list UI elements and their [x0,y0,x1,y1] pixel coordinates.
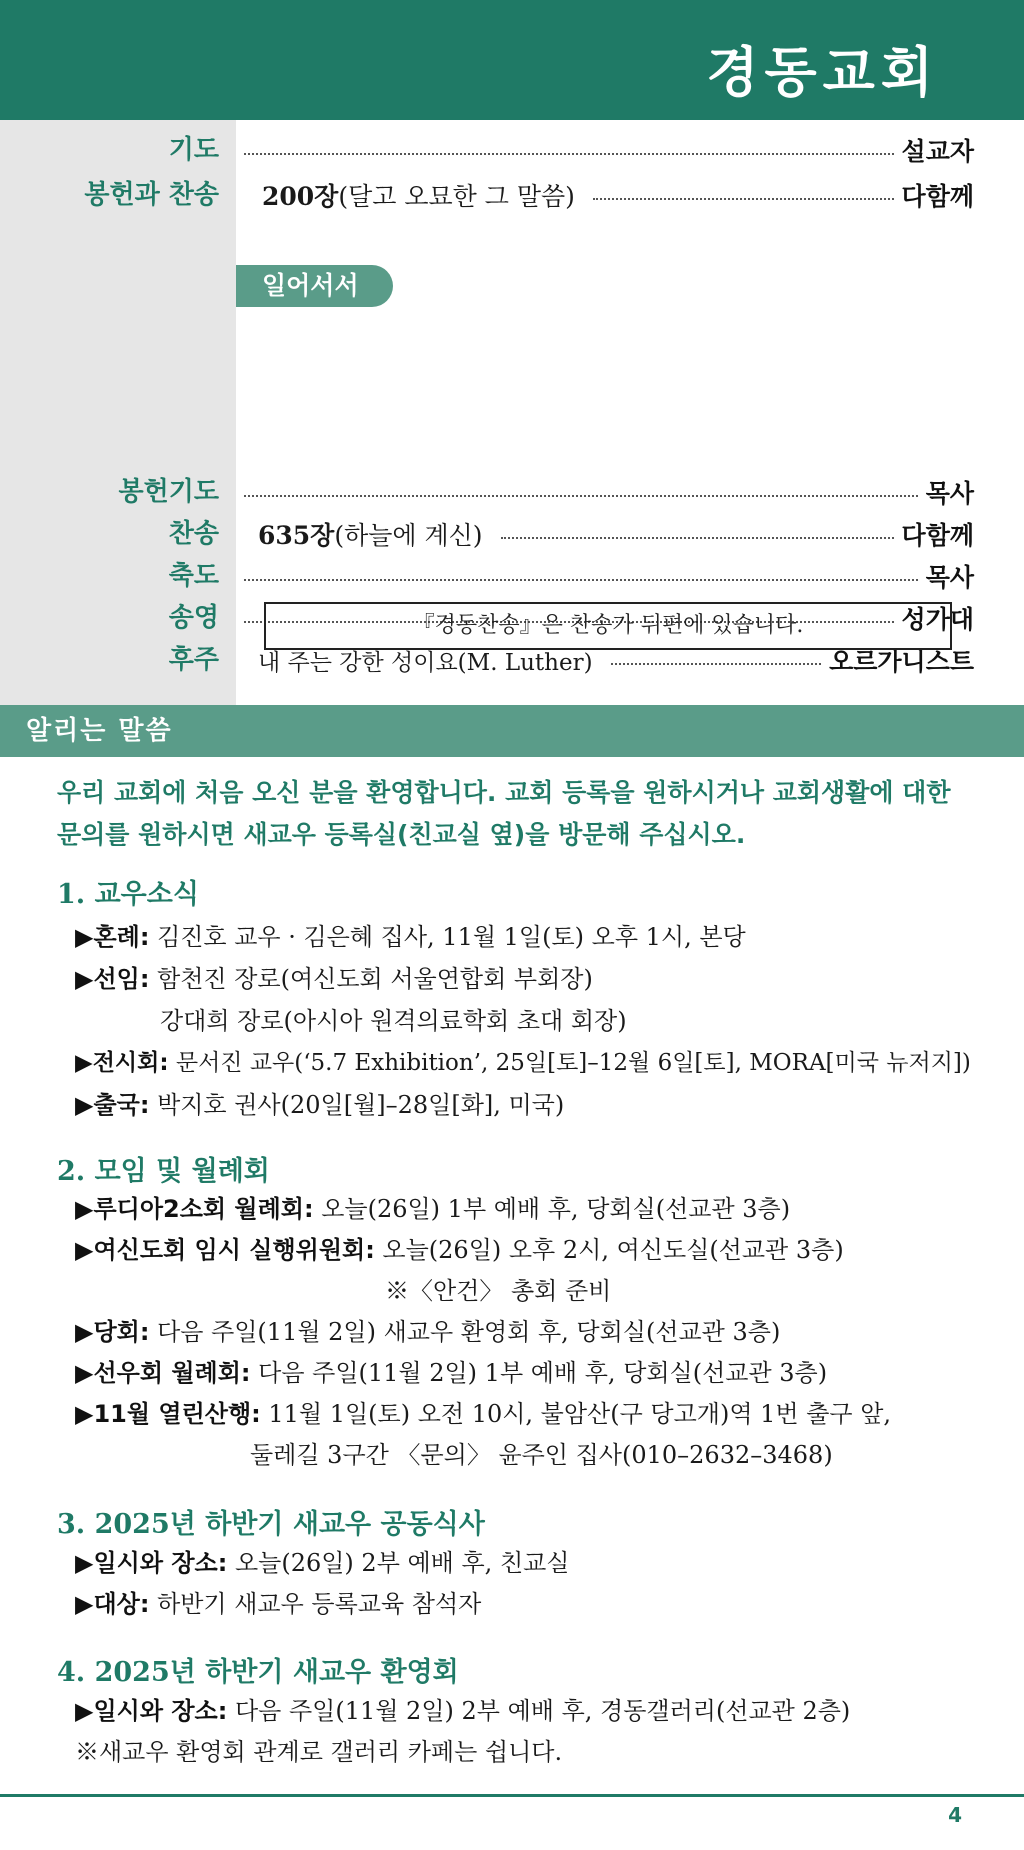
list-item: ▶출국: 박지호 권사(20일[월]–28일[화], 미국) [75,1091,565,1119]
dot-leader [244,579,918,581]
list-item: ▶선임: 함천진 장로(여신도회 서울연합회 부회장) [75,965,593,993]
list-item: ▶선우회 월례회: 다음 주일(11월 2일) 1부 예배 후, 당회실(선교관 3층) [75,1359,828,1387]
section-title: 4. 2025년 하반기 새교우 환영회 [57,1657,459,1688]
order-label: 기도 [168,135,219,165]
hymn-title: (달고 오묘한 그 말씀) [338,182,575,211]
order-leader: 목사 [925,563,974,592]
hymn-number: 635장 [258,521,335,550]
announcements-header: 알리는 말씀 [0,705,1024,757]
dot-leader [501,537,894,539]
hymn-title: (하늘에 계신) [334,521,483,550]
order-row [0,556,1024,596]
list-item: ▶일시와 장소: 다음 주일(11월 2일) 2부 예배 후, 경동갤러리(선교관 2층) [75,1697,851,1725]
order-leader: 다함께 [901,182,974,211]
list-item: ▶일시와 장소: 오늘(26일) 2부 예배 후, 친교실 [75,1549,570,1577]
order-row [0,472,1024,512]
order-leader: 설교자 [901,137,974,166]
page-header [0,0,1024,120]
list-item-note: ※새교우 환영회 관계로 갤러리 카페는 쉽니다. [75,1738,563,1766]
order-label: 봉헌기도 [118,477,219,507]
hymn-number: 200장 [262,182,339,211]
welcome-line: 문의를 원하시면 새교우 등록실(친교실 옆)을 방문해 주십시오. [57,820,746,849]
section-title: 1. 교우소식 [57,879,199,910]
list-item-continued: 둘레길 3구간 〈문의〉 윤주인 집사(010–2632–3468) [250,1441,833,1469]
order-label: 축도 [168,561,219,591]
list-item: ▶혼례: 김진호 교우 · 김은혜 집사, 11월 1일(토) 오후 1시, 본당 [75,923,746,951]
list-item: ▶대상: 하반기 새교우 등록교육 참석자 [75,1590,482,1618]
page-number: 4 [948,1803,962,1827]
list-item-continued: 강대희 장로(아시아 원격의료학회 초대 회장) [160,1007,627,1035]
standup-label: 일어서서 [236,265,393,307]
church-logo: 경동교회 [706,41,939,104]
footer-divider [0,1794,1024,1797]
dot-leader [611,663,822,665]
list-item: ▶전시회: 문서진 교우(‘5.7 Exhibition’, 25일[토]–12월 6일[토], MORA[미국 뉴저지]) [75,1050,971,1076]
order-label: 송영 [168,603,219,633]
dot-leader [593,198,894,200]
section-title: 3. 2025년 하반기 새교우 공동식사 [57,1509,485,1540]
welcome-message [57,772,977,856]
hymn-note-box: 『경동찬송』은 찬송가 뒤편에 있습니다. [264,602,952,650]
order-leader: 성가대 [901,605,974,634]
list-item: ▶당회: 다음 주일(11월 2일) 새교우 환영회 후, 당회실(선교관 3층) [75,1318,781,1346]
list-item-continued: ※〈안건〉 총회 준비 [385,1277,612,1305]
order-row [0,130,1024,170]
list-item: ▶여신도회 임시 실행위원회: 오늘(26일) 오후 2시, 여신도실(선교관 3층) [75,1236,844,1264]
order-row [0,175,1024,215]
order-leader: 다함께 [901,521,974,550]
order-leader: 오르가니스트 [829,647,974,676]
order-leader: 목사 [925,479,974,508]
order-row [0,514,1024,554]
welcome-line: 우리 교회에 처음 오신 분을 환영합니다. 교회 등록을 원하시거나 교회생활에 대한 [57,778,951,807]
list-item: ▶루디아2소회 월례회: 오늘(26일) 1부 예배 후, 당회실(선교관 3층) [75,1195,791,1223]
order-label: 봉헌과 찬송 [84,180,219,210]
list-item: ▶11월 열린산행: 11월 1일(토) 오전 10시, 불암산(구 당고개)역 1번 출구 앞, [75,1400,892,1428]
dot-leader [244,495,918,497]
order-label: 찬송 [168,519,219,549]
order-label: 후주 [168,645,219,675]
section-title: 2. 모임 및 월례회 [57,1156,270,1187]
dot-leader [244,153,894,155]
postlude-title: 내 주는 강한 성이요(M. Luther) [258,649,593,676]
